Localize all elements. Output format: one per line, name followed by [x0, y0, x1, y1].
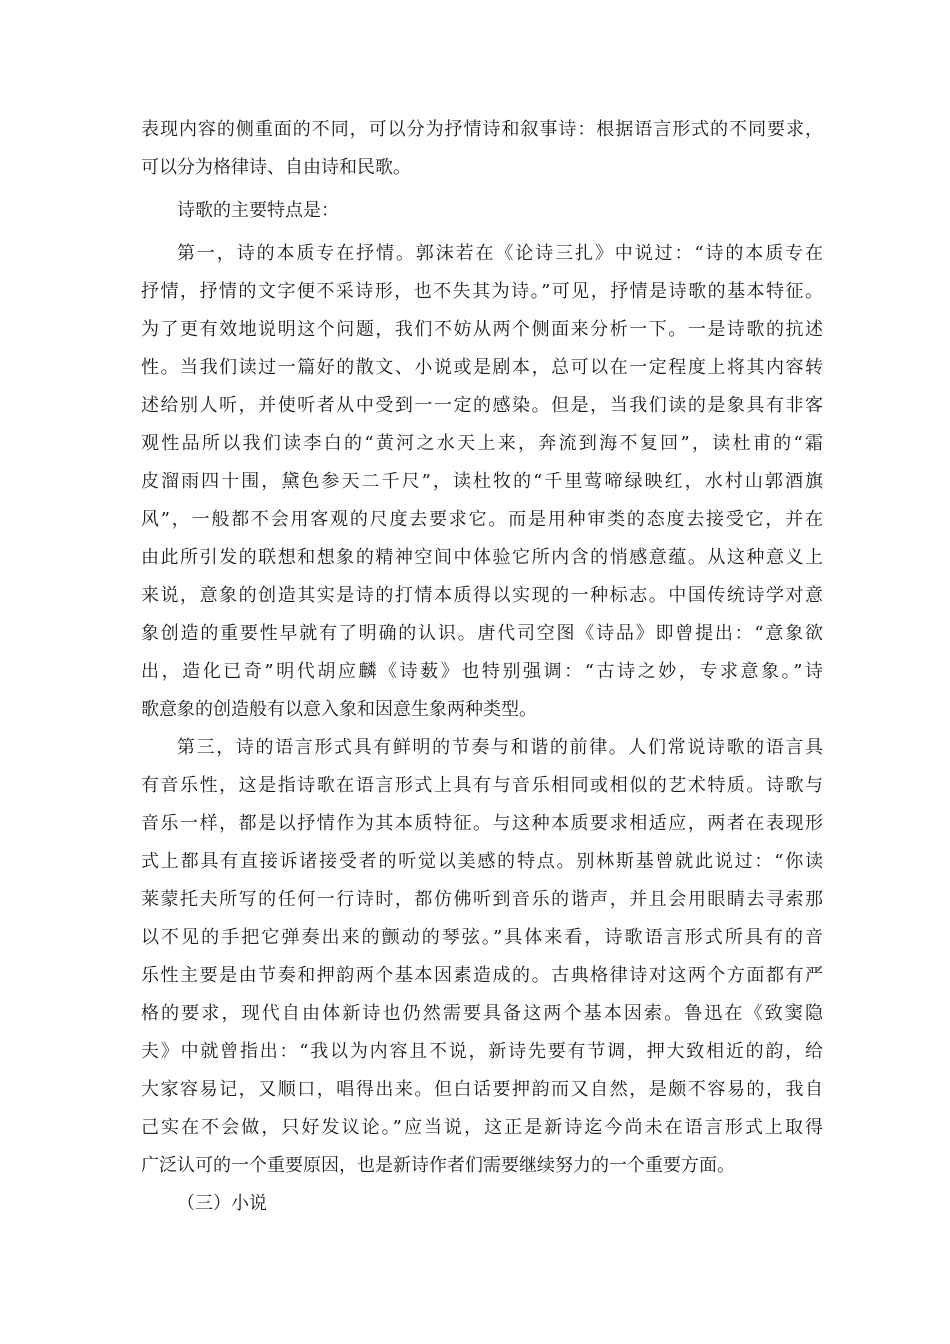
paragraph-line: 式上都具有直接诉诸接受者的听觉以美感的特点。别林斯基曾就此说过：“你读	[141, 851, 823, 872]
paragraph-line: 来说，意象的创造其实是诗的打情本质得以实现的一种标志。中国传统诗学对意	[141, 585, 823, 606]
paragraph-line: 大家容易记，又顺口，唱得出来。但白话要押韵而又自然，是颇不容易的，我自	[141, 1079, 823, 1100]
paragraph-line: 以不见的手把它弹奏出来的颤动的琴弦。”具体来看，诗歌语言形式所具有的音	[141, 927, 823, 948]
paragraph-line: 己实在不会做，只好发议论。”应当说，这正是新诗迄今尚未在语言形式上取得	[141, 1117, 823, 1138]
document-body	[141, 111, 823, 1223]
paragraph-line: 由此所引发的联想和想象的精神空间中体验它所内含的悄感意蕴。从这种意义上	[141, 547, 823, 568]
paragraph-line: 第三，诗的语言形式具有鲜明的节奏与和谐的前律。人们常说诗歌的语言具	[177, 737, 823, 758]
paragraph-line: 表现内容的侧重面的不同，可以分为抒情诗和叙事诗：根据语言形式的不同要求，	[141, 119, 823, 140]
paragraph-line: 第一，诗的本质专在抒情。郭沫若在《论诗三扎》中说过：“诗的本质专在	[177, 243, 823, 264]
paragraph-line: 述给别人听，并使听者从中受到一一定的感染。但是，当我们读的是象具有非客	[141, 395, 823, 416]
paragraph-line: 抒情，抒情的文字便不采诗形，也不失其为诗。”可见，抒情是诗歌的基本特征。	[141, 281, 823, 302]
paragraph-line: 乐性主要是由节奏和押韵两个基本因素造成的。古典格律诗对这两个方面都有严	[141, 965, 823, 986]
section-heading: （三）小说	[177, 1193, 267, 1214]
paragraph-line: 性。当我们读过一篇好的散文、小说或是剧本，总可以在一定程度上将其内容转	[141, 357, 823, 378]
paragraph-line: 皮溜雨四十围，黛色参天二千尺”，读杜牧的“千里莺啼绿映红，水村山郭酒旗	[141, 471, 823, 492]
paragraph-line: 歌意象的创造般有以意入象和因意生象两种类型。	[141, 699, 537, 720]
paragraph-line: 象创造的重要性早就有了明确的认识。唐代司空图《诗品》即曾提出：“意象欲	[141, 623, 823, 644]
paragraph-line: 莱蒙托夫所写的任何一行诗时，都仿佛听到音乐的谐声，并且会用眼睛去寻索那	[141, 889, 823, 910]
paragraph-line: 夫》中就曾指出：“我以为内容且不说，新诗先要有节调，押大致相近的韵，给	[141, 1041, 823, 1062]
paragraph-line: 风”，一般都不会用客观的尺度去要求它。而是用种审类的态度去接受它，并在	[141, 509, 823, 530]
paragraph-line: 有音乐性，这是指诗歌在语言形式上具有与音乐相同或相似的艺术特质。诗歌与	[141, 775, 823, 796]
paragraph-line: 格的要求，现代自由体新诗也仍然需要具备这两个基本因索。鲁迅在《致窦隐	[141, 1003, 823, 1024]
paragraph-line: 为了更有效地说明这个问题，我们不妨从两个侧面来分析一下。一是诗歌的抗述	[141, 319, 823, 340]
paragraph-line: 音乐一样，都是以抒情作为其本质特征。与这种本质要求相适应，两者在表现形	[141, 813, 823, 834]
paragraph-line: 诗歌的主要特点是：	[177, 200, 339, 221]
paragraph-line: 广泛认可的一个重要原因，也是新诗作者们需要继续努力的一个重要方面。	[141, 1155, 735, 1176]
paragraph-line: 出，造化已奇”明代胡应麟《诗薮》也特别强调：“古诗之妙，专求意象。”诗	[141, 661, 823, 682]
paragraph-line: 观性品所以我们读李白的“黄河之水天上来，奔流到海不复回”，读杜甫的“霜	[141, 433, 823, 454]
paragraph-line: 可以分为格律诗、自由诗和民歌。	[141, 157, 411, 178]
